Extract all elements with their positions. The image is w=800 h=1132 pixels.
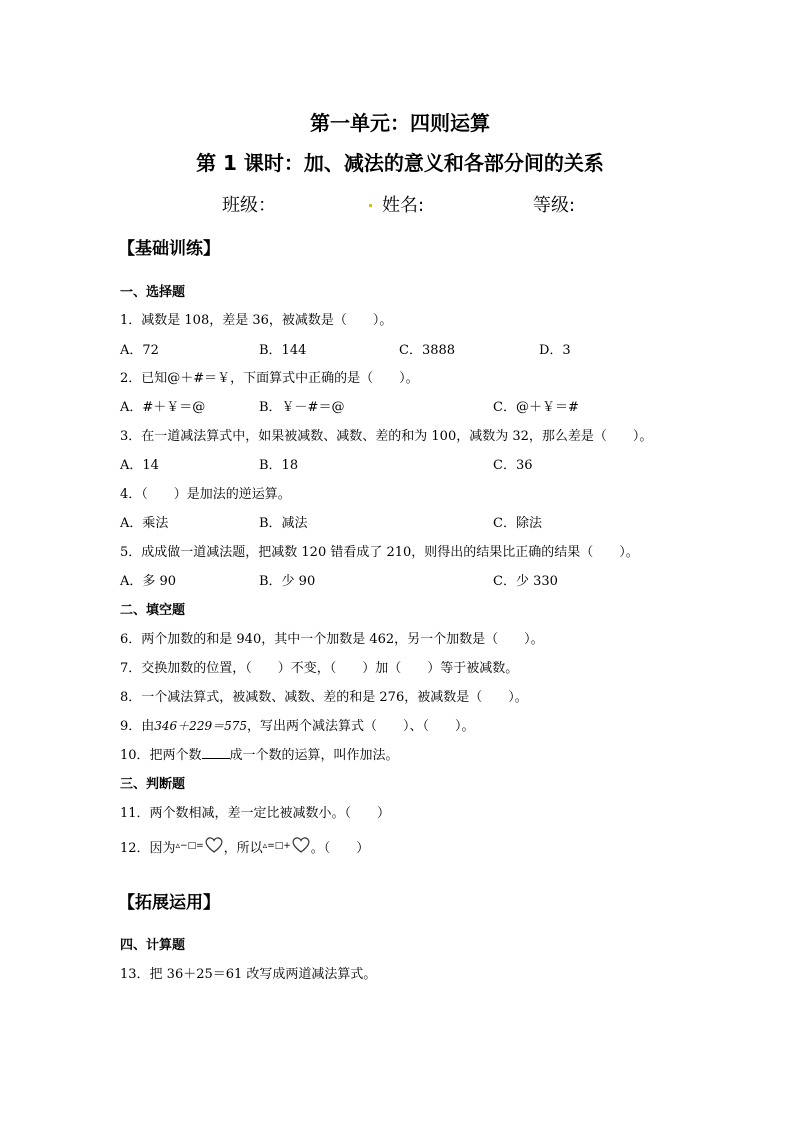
question-2: 2．已知@＋#＝￥，下面算式中正确的是（ ）。 bbox=[120, 371, 419, 386]
heart-icon bbox=[291, 836, 311, 854]
question-11: 11．两个数相减，差一定比被减数小。（ ） bbox=[120, 806, 391, 821]
question-9 bbox=[120, 715, 475, 734]
q3-option-a: A．14 bbox=[120, 458, 159, 473]
question-7: 7．交换加数的位置，（ ）不变，（ ）加（ ）等于被减数。 bbox=[120, 661, 519, 676]
decorative-dot bbox=[369, 204, 372, 207]
q12-mid: ，所以 bbox=[223, 841, 263, 856]
q10-blank-line[interactable] bbox=[202, 747, 230, 759]
q2-option-a: A．#＋￥＝@ bbox=[120, 400, 206, 415]
q4-option-b: B．减法 bbox=[259, 516, 308, 531]
q12-prefix: 12．因为 bbox=[120, 841, 176, 856]
question-1: 1．减数是 108，差是 36，被减数是（ ）。 bbox=[120, 313, 393, 328]
q3-option-c: C．36 bbox=[493, 458, 533, 473]
question-10 bbox=[120, 744, 399, 763]
question-3: 3．在一道减法算式中，如果被减数、减数、差的和为 100，减数为 32，那么差是（ ）。 bbox=[120, 429, 653, 444]
q5-option-b: B．少 90 bbox=[259, 574, 316, 589]
q1-option-c: C．3888 bbox=[399, 343, 456, 358]
grade-label: 等级: bbox=[533, 195, 576, 216]
section-calc: 四、计算题 bbox=[120, 938, 186, 953]
lesson-title: 第 1 课时：加、减法的意义和各部分间的关系 bbox=[196, 151, 604, 175]
section-extend: 【拓展运用】 bbox=[118, 893, 220, 913]
q1-option-d: D．3 bbox=[539, 343, 571, 358]
q4-option-c: C．除法 bbox=[493, 516, 542, 531]
question-6: 6．两个加数的和是 940，其中一个加数是 462，另一个加数是（ ）。 bbox=[120, 632, 544, 647]
q10-suffix: 成一个数的运算，叫作加法。 bbox=[229, 748, 399, 763]
q9-suffix: ，写出两个减法算式（ ）、（ ）。 bbox=[247, 719, 475, 734]
q2-option-c: C．@＋￥＝# bbox=[493, 400, 579, 415]
q9-equation: 346＋229＝575 bbox=[154, 719, 247, 733]
section-judge: 三、判断题 bbox=[120, 777, 186, 792]
unit-title: 第一单元：四则运算 bbox=[310, 111, 490, 135]
q3-option-b: B．18 bbox=[259, 458, 299, 473]
question-4: 4．（ ）是加法的逆运算。 bbox=[120, 487, 291, 502]
question-8: 8．一个减法算式，被减数、减数、差的和是 276，被减数是（ ）。 bbox=[120, 690, 528, 705]
section-fill: 二、填空题 bbox=[120, 603, 186, 618]
q2-option-b: B．￥－#＝@ bbox=[259, 400, 345, 415]
q10-prefix: 10．把两个数 bbox=[120, 748, 202, 763]
q4-option-a: A．乘法 bbox=[120, 516, 169, 531]
section-choice: 一、选择题 bbox=[120, 285, 186, 300]
question-12 bbox=[120, 836, 369, 856]
heart-icon bbox=[204, 836, 224, 854]
q1-option-b: B．144 bbox=[259, 343, 307, 358]
q12-symbol-eq-2: ▵=□+ bbox=[262, 841, 291, 851]
section-basic: 【基础训练】 bbox=[118, 239, 220, 259]
q1-option-a: A．72 bbox=[120, 343, 159, 358]
q5-option-c: C．少 330 bbox=[493, 574, 558, 589]
q5-option-a: A．多 90 bbox=[120, 574, 177, 589]
class-label: 班级： bbox=[222, 195, 276, 216]
q12-symbol-eq-1: ▵−□= bbox=[175, 841, 204, 851]
q12-suffix: 。（ ） bbox=[310, 841, 370, 856]
question-5: 5．成成做一道减法题，把减数 120 错看成了 210，则得出的结果比正确的结果（ ）。 bbox=[120, 545, 639, 560]
question-13: 13．把 36＋25＝61 改写成两道减法算式。 bbox=[120, 967, 377, 982]
name-label: 姓名: bbox=[382, 195, 425, 216]
q9-prefix: 9．由 bbox=[120, 719, 155, 734]
